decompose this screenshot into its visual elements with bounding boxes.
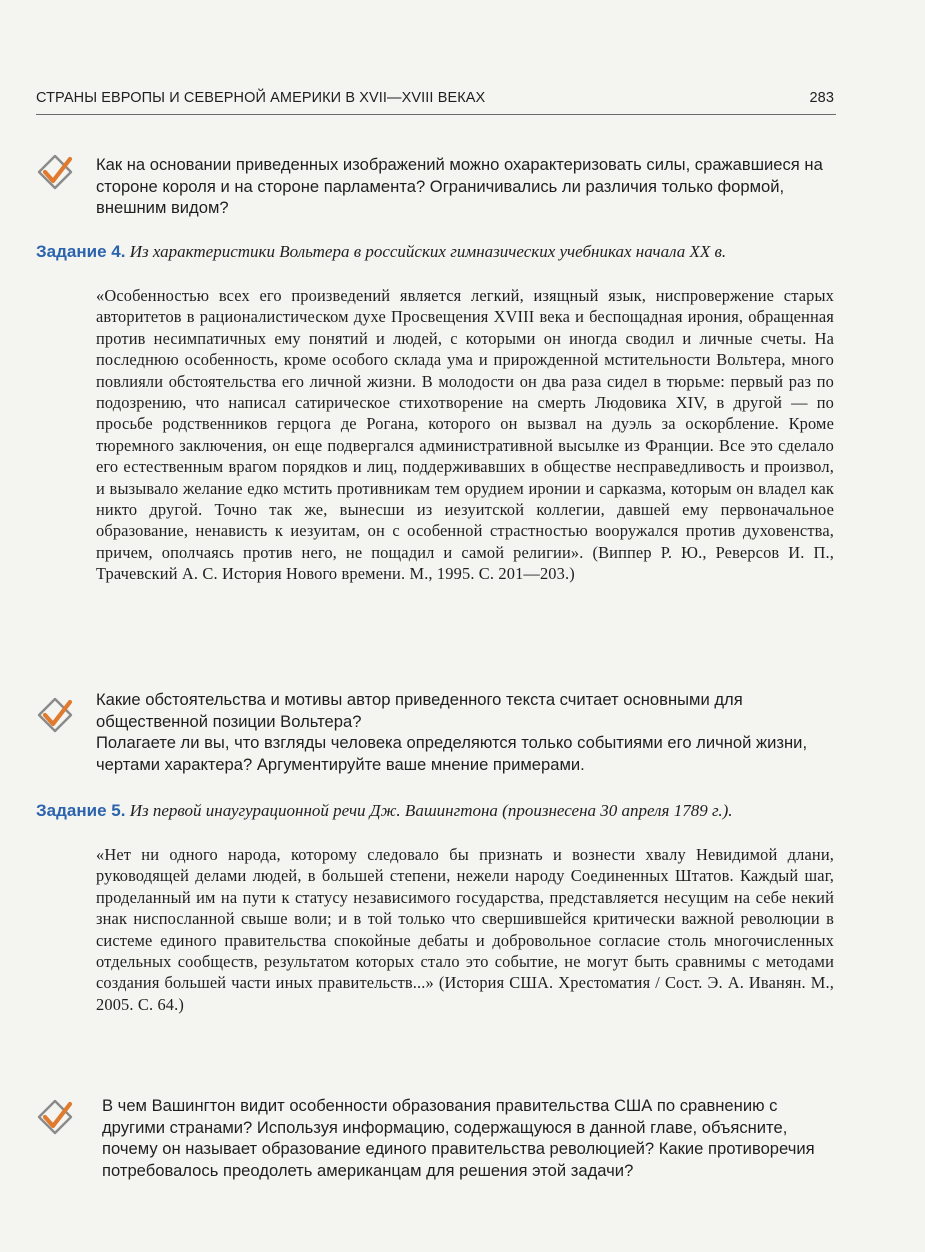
header-divider — [36, 114, 836, 115]
task-5-label: Задание 5. — [36, 801, 126, 820]
task-5-excerpt-text: «Нет ни одного народа, которому следовало бы признать и вознести хвалу Невидимой длани, руководящей делами людей, в большей степени, нежели народу Соединенных Штатов. Каждый шаг, проделанный им на пути к статусу независимого государства, представляется несущим на себе некий знак ниспосланной свыше воли; и в той только что свершившейся критически важной революции в системе единого правительства спокойные дебаты и добровольное согласие столь многочисленных отдельных сообществ, результатом которых стало это событие, не могут быть сравнимы с методами создания большей части иных правительств...» (История США. Хрестоматия / Сост. Э. А. Иванян. М., 2005. С. 64.) — [96, 845, 834, 1014]
check-mark-icon — [36, 153, 74, 193]
question-1-text: Как на основании приведенных изображений можно охарактеризовать силы, сражавшиеся на стороне короля и на стороне парламента? Ограничивались ли различия только формой, внешним видом? — [96, 155, 823, 217]
question-2-text-2: Полагаете ли вы, что взгляды человека определяются только событиями его личной жизни, чертами характера? Аргументируйте ваше мнение примерами. — [96, 733, 808, 774]
question-3-text: В чем Вашингтон видит особенности образования правительства США по сравнению с другими странами? Используя информацию, содержащуюся в данной главе, объясните, почему он называет образование единого правительства революцией? Какие противоречия потребовалось преодолеть американцам для решения этой задачи? — [102, 1096, 815, 1180]
task-4-excerpt-text: «Особенностью всех его произведений является легкий, изящный язык, ниспровержение старых авторитетов в рационалистическом духе Просвещения XVIII века и беспощадная ирония, обращенная против несимпатичных ему понятий и людей, с которыми он иногда сводил и личные счеты. На последнюю особенность, кроме особого склада ума и прирожденной мстительности Вольтера, много повлияли обстоятельства его личной жизни. В молодости он два раза сидел в тюрьме: первый раз по подозрению, что написал сатирическое стихотворение на смерть Людовика XIV, в другой — по просьбе родственников герцога де Рогана, которого он вызвал на дуэль за оскорбление. Кроме тюремного заключения, он еще подвергался административной высылке из Франции. Все это сделало его естественным врагом порядков и лиц, поддерживавших в обществе несправедливость и произвол, и вызывало желание едко мстить противникам тем орудием иронии и сарказма, которым он владел как никто другой. Точно так же, вынесши из иезуитской коллегии, давшей ему первоначальное образование, ненависть к иезуитам, он с особенной страстностью вооружался против духовенства, причем, ополчаясь против него, не пощадил и самой религии». (Виппер Р. Ю., Реверсов И. П., Трачевский А. С. История Нового времени. М., 1995. С. 201—203.) — [96, 286, 834, 584]
task-4-title: Из характеристики Вольтера в российских гимназических учебниках начала XX в. — [129, 242, 727, 261]
task-4-heading — [36, 240, 836, 263]
question-2 — [96, 689, 834, 775]
task-5-title: Из первой инаугурационной речи Дж. Вашингтона (произнесена 30 апреля 1789 г.). — [129, 801, 733, 820]
question-1 — [96, 154, 834, 219]
question-3 — [102, 1095, 834, 1181]
running-header-title: СТРАНЫ ЕВРОПЫ И СЕВЕРНОЙ АМЕРИКИ В XVII—XVIII ВЕКАХ — [36, 90, 486, 106]
task-4-excerpt — [96, 285, 834, 585]
running-header — [36, 90, 834, 110]
task-5-excerpt — [96, 844, 834, 1015]
question-2-text-1: Какие обстоятельства и мотивы автор приведенного текста считает основными для общественной позиции Вольтера? — [96, 690, 743, 731]
task-5-heading — [36, 799, 836, 822]
check-mark-icon — [36, 1098, 74, 1138]
check-mark-icon — [36, 696, 74, 736]
page-number: 283 — [809, 90, 834, 106]
task-4-label: Задание 4. — [36, 242, 126, 261]
